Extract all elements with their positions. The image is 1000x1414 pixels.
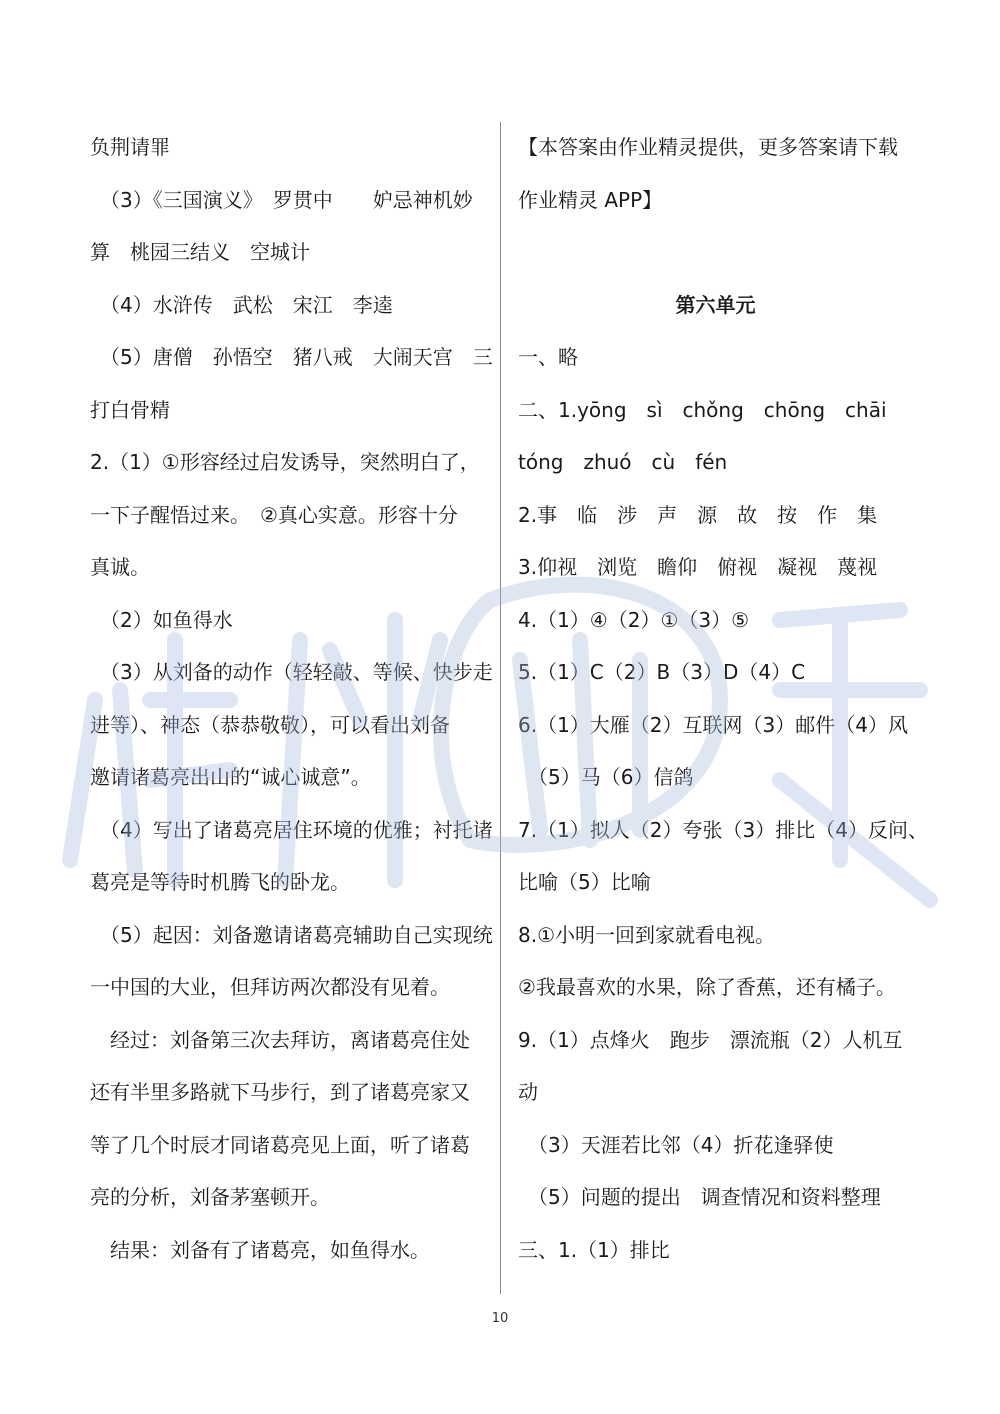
text-line: 2.（1）①形容经过启发诱导，突然明白了， xyxy=(90,450,480,474)
promo-text-line: 作业精灵 APP】 xyxy=(518,187,663,212)
text-line: 三、1.（1）排比 xyxy=(518,1237,670,1262)
right-column xyxy=(518,121,928,1276)
text-line: 亮的分析，刘备茅塞顿开。 xyxy=(90,1185,330,1209)
text-line: 一下子醒悟过来。 ②真心实意。形容十分 xyxy=(90,502,458,527)
text-line: （2）如鱼得水 xyxy=(100,607,233,632)
text-line: 结果：刘备有了诸葛亮，如鱼得水。 xyxy=(110,1237,430,1262)
text-line: 8.①小明一回到家就看电视。 xyxy=(518,922,776,947)
text-line: 葛亮是等待时机腾飞的卧龙。 xyxy=(90,870,350,894)
text-line: ②我最喜欢的水果，除了香蕉，还有橘子。 xyxy=(518,975,896,999)
text-line: 打白骨精 xyxy=(90,397,170,422)
text-line: 比喻（5）比喻 xyxy=(518,870,651,894)
text-line: 二、1.yōng sì chǒng chōng chāi xyxy=(518,397,887,422)
text-line: 动 xyxy=(518,1080,538,1104)
text-line: （5）问题的提出 调查情况和资料整理 xyxy=(528,1185,881,1209)
column-divider xyxy=(500,122,501,1294)
text-line: 等了几个时辰才同诸葛亮见上面，听了诸葛 xyxy=(90,1132,470,1157)
text-line: （3）从刘备的动作（轻轻敲、等候、快步走 xyxy=(100,660,493,684)
text-line: （4）水浒传 武松 宋江 李逵 xyxy=(100,292,393,317)
text-line: 6.（1）大雁（2）互联网（3）邮件（4）风 xyxy=(518,712,908,737)
text-line: 邀请诸葛亮出山的“诚心诚意”。 xyxy=(90,765,371,789)
text-line: 3.仰视 浏览 瞻仰 俯视 凝视 蔑视 xyxy=(518,555,878,579)
page-number: 10 xyxy=(491,1311,509,1326)
text-line: （4）写出了诸葛亮居住环境的优雅；衬托诸 xyxy=(100,817,493,842)
section-heading: 第六单元 xyxy=(675,292,756,317)
text-line: tóng zhuó cù fén xyxy=(518,450,728,474)
text-line: （3）天涯若比邻（4）折花逢驿使 xyxy=(528,1132,834,1157)
text-line: 进等）、神态（恭恭敬敬），可以看出刘备 xyxy=(90,712,450,737)
text-line: 算 桃园三结义 空城计 xyxy=(90,240,310,264)
text-line: （5）起因：刘备邀请诸葛亮辅助自己实现统 xyxy=(100,922,493,947)
left-column xyxy=(90,121,493,1276)
text-line: 7.（1）拟人（2）夸张（3）排比（4）反问、 xyxy=(518,817,928,842)
text-line: 经过：刘备第三次去拜访，离诸葛亮住处 xyxy=(110,1027,470,1052)
text-line: 2.事 临 涉 声 源 故 按 作 集 xyxy=(518,502,878,527)
text-line: 真诚。 xyxy=(90,555,150,579)
text-line: 还有半里多路就下马步行，到了诸葛亮家又 xyxy=(90,1080,470,1104)
promo-text-line: 【本答案由作业精灵提供，更多答案请下载 xyxy=(518,135,898,159)
text-line: （5）唐僧 孙悟空 猪八戒 大闹天宫 三 xyxy=(100,345,493,369)
text-line: （3）《三国演义》 罗贯中 妒忌神机妙 xyxy=(100,187,473,212)
blank-line xyxy=(518,226,913,279)
text-line: 一、略 xyxy=(518,345,578,369)
text-line: （5）马（6）信鸽 xyxy=(528,765,694,789)
text-line: 9.（1）点烽火 跑步 漂流瓶（2）人机互 xyxy=(518,1027,903,1052)
text-line: 负荆请罪 xyxy=(90,135,170,159)
text-line: 4.（1）④（2）①（3）⑤ xyxy=(518,607,750,632)
text-line: 一中国的大业，但拜访两次都没有见着。 xyxy=(90,975,450,999)
text-line: 5.（1）C（2）B（3）D（4）C xyxy=(518,660,806,684)
